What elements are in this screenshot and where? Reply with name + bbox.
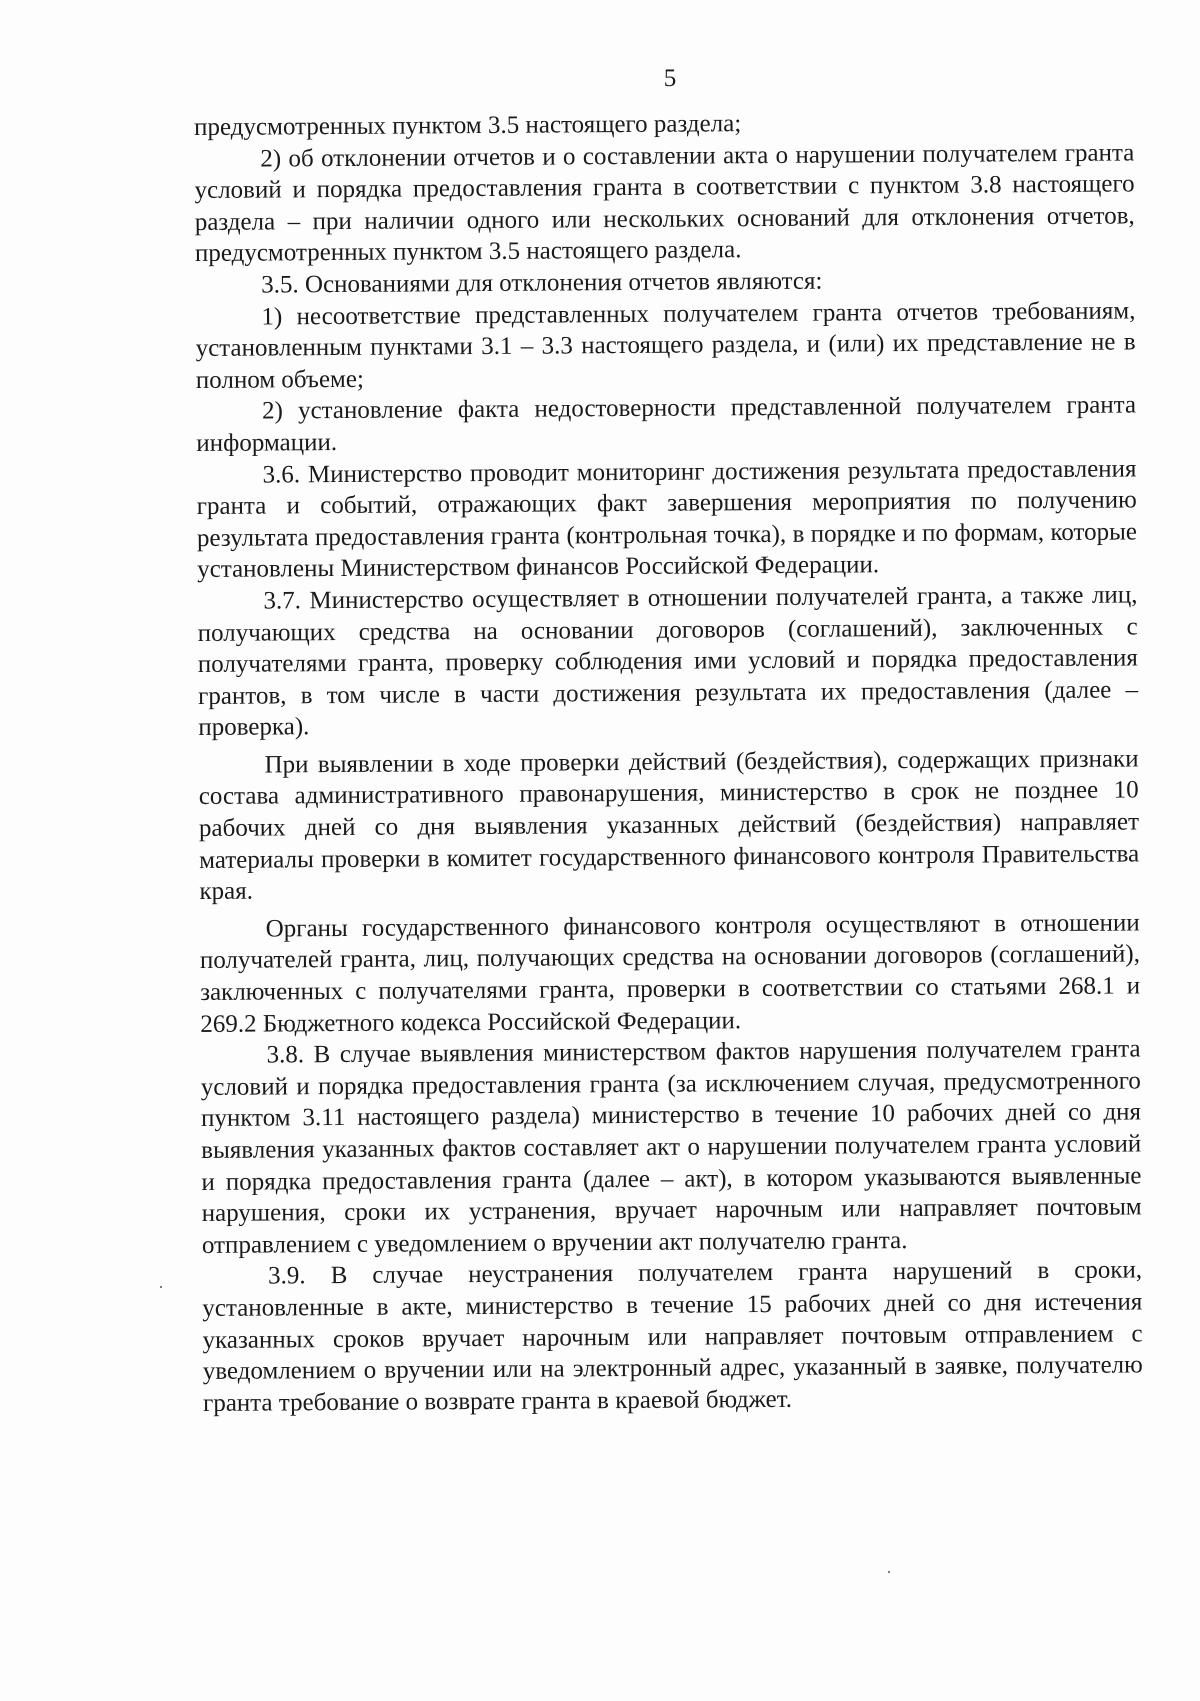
paragraph-item-2-reject-reports: 2) об отклонении отчетов и о составлении акта о нарушении получателем гранта условий и порядка предоставления гранта в соответствии с пунктом 3.8 настоящего раздела – при наличии одного или нескольких оснований для отклонения отчетов, предусмотренных пунктом 3.5 настоящего раздела. — [194, 139, 1135, 268]
paragraph-3-8: 3.8. В случае выявления министерством фактов нарушения получателем гранта условий и порядка предоставления гранта (за исключением случая, предусмотренного пунктом 3.11 настоящего раздела) министерство в течение 10 рабочих дней со дня выявления указанных фактов составляет акт о нарушении получателем гранта условий и порядка предоставления гранта (далее – акт), в котором указываются выявленные нарушения, сроки их устранения, вручает нарочным или направляет почтовым отправлением с уведомлением о вручении акт получателю гранта. — [200, 1035, 1142, 1259]
scan-speck — [160, 1286, 162, 1288]
scan-speck — [888, 1571, 890, 1573]
paragraph-3-7-violations: При выявлении в ходе проверки действий (бездействия), содержащих признаки состава административного правонарушения, министерство в срок не позднее 10 рабочих дней со дня выявления указанных действий (бездействия) направляет материалы проверки в комитет государственного финансового контроля Правительства края. — [198, 745, 1140, 906]
paragraph-3-5-item-2: 2) установление факта недостоверности представленной получателем гранта информации. — [196, 391, 1137, 457]
paragraph-3-5-item-1: 1) несоответствие представленных получателем гранта отчетов требованиям, установленным пунктами 3.1 – 3.3 настоящего раздела, и (или) их представление не в полном объеме; — [195, 296, 1136, 394]
page-number: 5 — [663, 65, 677, 92]
paragraph-3-7: 3.7. Министерство осуществляет в отношении получателей гранта, а также лиц, получающих средства на основании договоров (соглашений), заключенных с получателями гранта, проверку соблюдения ими условий и порядка предоставления грантов, в том числе в части достижения результата их предоставления (далее – проверка). — [197, 581, 1139, 742]
paragraph-3-9: 3.9. В случае неустранения получателем гранта нарушений в сроки, установленные в акте, министерство в течение 15 рабочих дней со дня истечения указанных сроков вручает нарочным или направляет почтовым отправлением с уведомлением о вручении или на электронный адрес, указанный в заявке, получателю гранта требование о возврате гранта в краевой бюджет. — [202, 1256, 1143, 1417]
document-body — [194, 105, 1143, 1419]
paragraph-3-6: 3.6. Министерство проводит мониторинг достижения результата предоставления гранта и событий, отражающих факт завершения мероприятия по получению результата предоставления гранта (контрольная точка), в порядке и по формам, которые установлены Министерством финансов Российской Федерации. — [196, 454, 1138, 584]
paragraph-3-5-heading: 3.5. Основаниями для отклонения отчетов являются: — [261, 267, 823, 299]
paragraph-3-7-financial-control: Органы государственного финансового контроля осуществляют в отношении получателей гранта, лиц, получающих средства на основании договоров (соглашений), заключенных с получателями гранта, проверки в соответствии со статьями 268.1 и 269.2 Бюджетного кодекса Российской Федерации. — [199, 909, 1141, 1038]
paragraph-continuation: предусмотренных пунктом 3.5 настоящего раздела; — [194, 110, 742, 141]
